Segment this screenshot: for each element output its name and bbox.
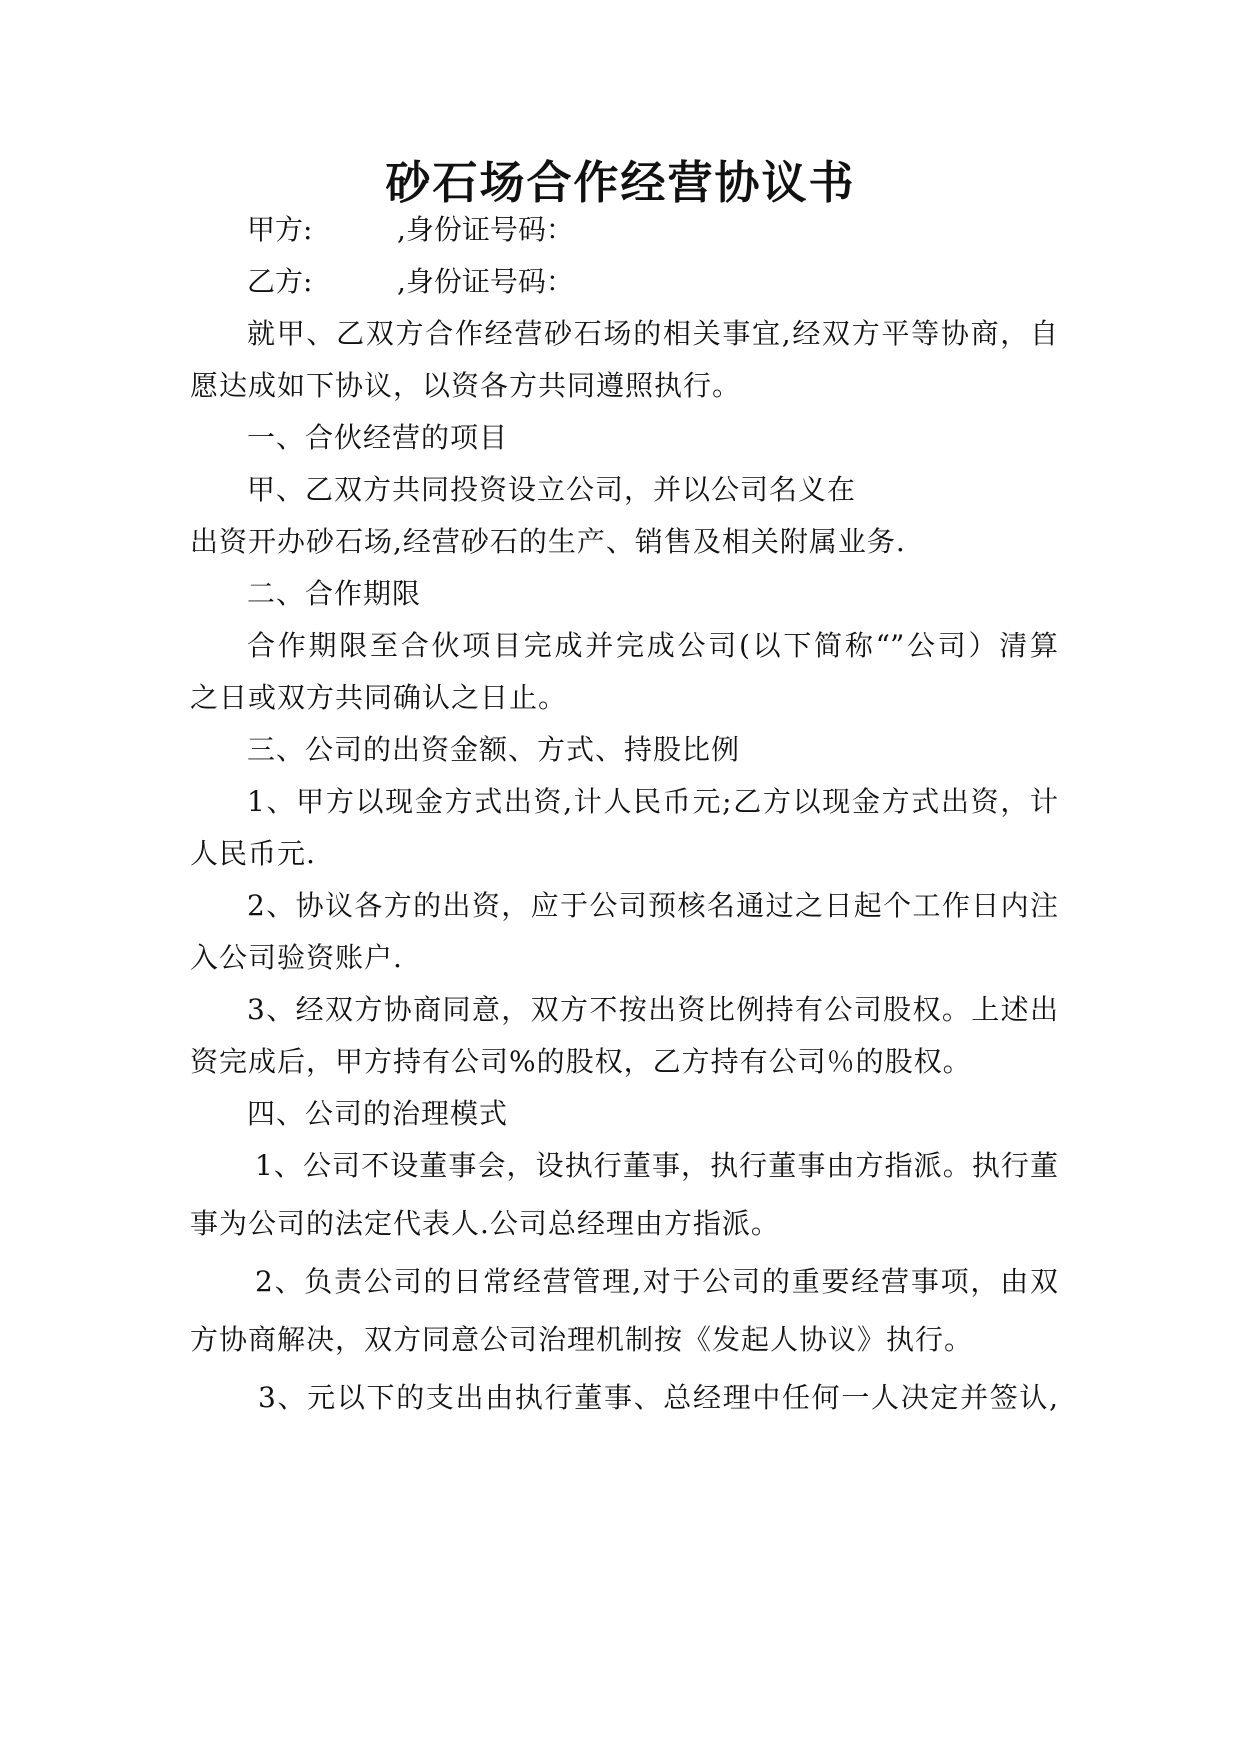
section-1-heading: 一、合伙经营的项目: [247, 421, 509, 454]
section-3-heading: 三、公司的出资金额、方式、持股比例: [247, 733, 741, 766]
section-2-line-1: 合作期限至合伙项目完成并完成公司(以下简称“”公司）清算: [247, 629, 1058, 662]
section-3-item-3-line-1: 3、经双方协商同意，双方不按出资比例持有公司股权。上述出: [247, 993, 1058, 1026]
section-2-line-2: 之日或双方共同确认之日止。: [190, 681, 568, 714]
section-4-item-1-line-1: 1、公司不设董事会，设执行董事，执行董事由方指派。执行董: [255, 1149, 1058, 1182]
section-3-item-1-line-2: 人民币元.: [190, 837, 316, 870]
party-b-line: [247, 262, 574, 302]
section-2-heading: 二、合作期限: [247, 577, 422, 610]
party-b-label: 乙方:: [247, 265, 313, 298]
section-3-item-2-line-2: 入公司验资账户.: [190, 941, 403, 974]
intro-line-1: 就甲、乙双方合作经营砂石场的相关事宜,经双方平等协商，自: [247, 317, 1058, 350]
section-3-item-1-line-1: 1、甲方以现金方式出资,计人民币元;乙方以现金方式出资，计: [247, 785, 1058, 818]
section-4-item-3-line-1: 3、元以下的支出由执行董事、总经理中任何一人决定并签认,: [258, 1381, 1058, 1414]
section-3-item-3-line-2: 资完成后，甲方持有公司%的股权，乙方持有公司％的股权。: [190, 1045, 972, 1078]
document-title: 砂石场合作经营协议书: [385, 156, 856, 209]
section-4-heading: 四、公司的治理模式: [247, 1097, 509, 1130]
intro-line-2: 愿达成如下协议，以资各方共同遵照执行。: [190, 369, 742, 402]
party-b-id-text: ,身份证号码：: [397, 265, 574, 298]
party-a-line: [247, 210, 574, 250]
party-a-id-text: ,身份证号码：: [397, 213, 574, 246]
section-4-item-1-line-2: 事为公司的法定代表人.公司总经理由方指派。: [190, 1207, 780, 1240]
section-1-line-1: 甲、乙双方共同投资设立公司，并以公司名义在: [247, 473, 857, 506]
section-4-item-2-line-1: 2、负责公司的日常经营管理,对于公司的重要经营事项，由双: [255, 1265, 1058, 1298]
section-1-line-2: 出资开办砂石场,经营砂石的生产、销售及相关附属业务.: [190, 525, 906, 558]
section-3-item-2-line-1: 2、协议各方的出资，应于公司预核名通过之日起个工作日内注: [247, 889, 1058, 922]
section-4-item-2-line-2: 方协商解决，双方同意公司治理机制按《发起人协议》执行。: [190, 1323, 974, 1356]
party-a-label: 甲方:: [247, 213, 313, 246]
